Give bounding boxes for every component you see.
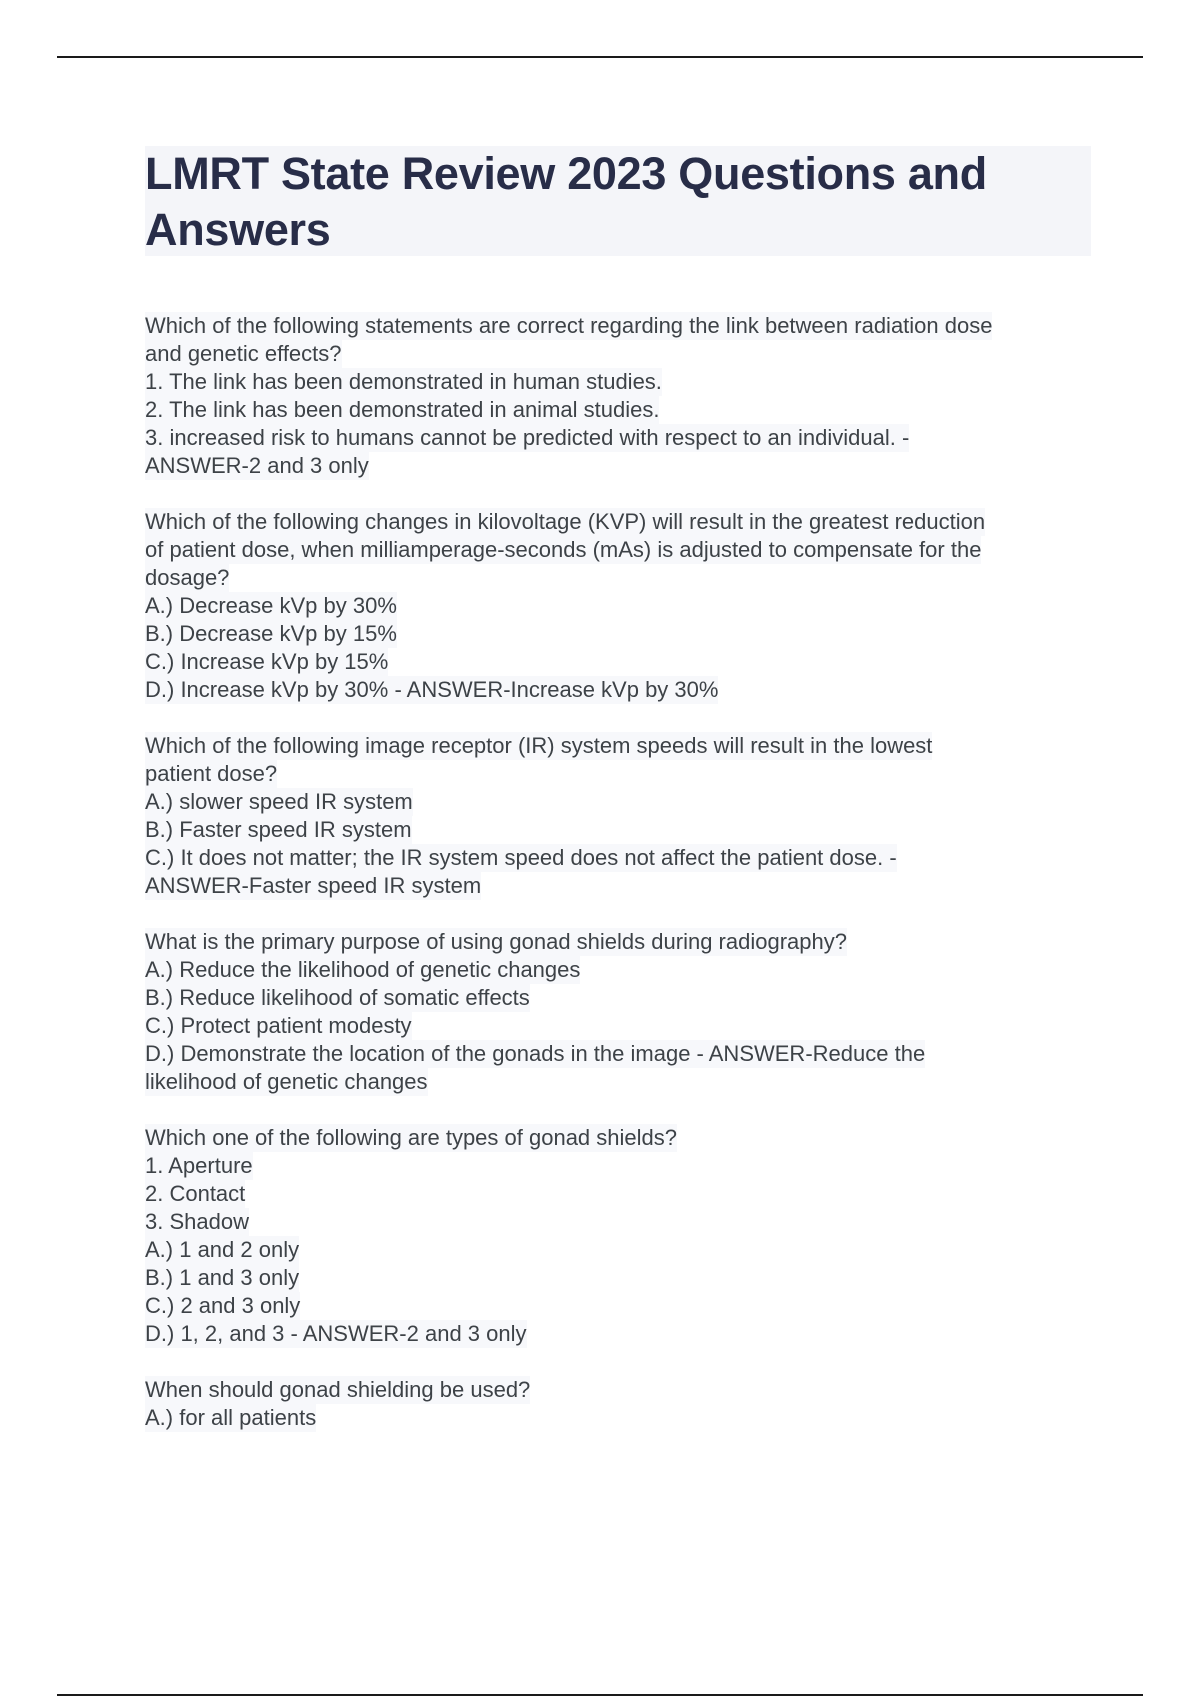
option-line: D.) Demonstrate the location of the gonads in the image - ANSWER-Reduce the xyxy=(145,1041,926,1066)
answer-line: likelihood of genetic changes xyxy=(145,1069,428,1094)
question-line: Which of the following changes in kilovoltage (KVP) will result in the greatest reduction xyxy=(145,509,986,534)
question-line: dosage? xyxy=(145,565,230,590)
option-line: C.) It does not matter; the IR system speed does not affect the patient dose. - xyxy=(145,845,897,870)
top-rule xyxy=(57,56,1143,58)
qa-item xyxy=(145,312,1105,480)
option-line: 3. increased risk to humans cannot be predicted with respect to an individual. - xyxy=(145,425,910,450)
option-line: C.) Increase kVp by 15% xyxy=(145,649,389,674)
option-line: 3. Shadow xyxy=(145,1209,249,1234)
option-line: 1. Aperture xyxy=(145,1153,253,1178)
qa-item xyxy=(145,732,1105,900)
question-line: Which of the following image receptor (IR) system speeds will result in the lowest xyxy=(145,733,933,758)
option-line: B.) Reduce likelihood of somatic effects xyxy=(145,985,530,1010)
bottom-rule xyxy=(57,1694,1143,1696)
question-line: and genetic effects? xyxy=(145,341,342,366)
qa-item xyxy=(145,1124,1105,1348)
question-line: What is the primary purpose of using gonad shields during radiography? xyxy=(145,929,847,954)
title-block xyxy=(145,146,1091,256)
option-line: B.) Decrease kVp by 15% xyxy=(145,621,397,646)
qa-item xyxy=(145,1376,1105,1432)
answer-line: ANSWER-Faster speed IR system xyxy=(145,873,482,898)
question-line: When should gonad shielding be used? xyxy=(145,1377,531,1402)
option-line: 1. The link has been demonstrated in human studies. xyxy=(145,369,662,394)
qa-item xyxy=(145,508,1105,704)
option-line: B.) 1 and 3 only xyxy=(145,1265,300,1290)
option-line: 2. The link has been demonstrated in animal studies. xyxy=(145,397,660,422)
answer-line: D.) Increase kVp by 30% - ANSWER-Increase kVp by 30% xyxy=(145,677,719,702)
option-line: A.) Decrease kVp by 30% xyxy=(145,593,397,618)
option-line: B.) Faster speed IR system xyxy=(145,817,412,842)
option-line: A.) for all patients xyxy=(145,1405,317,1430)
option-line: 2. Contact xyxy=(145,1181,246,1206)
qa-item xyxy=(145,928,1105,1096)
page-title xyxy=(145,146,1091,258)
title-line-1: LMRT State Review 2023 Questions and xyxy=(145,148,987,199)
answer-line: D.) 1, 2, and 3 - ANSWER-2 and 3 only xyxy=(145,1321,527,1346)
option-line: A.) slower speed IR system xyxy=(145,789,413,814)
option-line: C.) Protect patient modesty xyxy=(145,1013,412,1038)
question-line: Which of the following statements are correct regarding the link between radiation dose xyxy=(145,313,993,338)
option-line: A.) Reduce the likelihood of genetic changes xyxy=(145,957,581,982)
option-line: C.) 2 and 3 only xyxy=(145,1293,301,1318)
answer-line: ANSWER-2 and 3 only xyxy=(145,453,369,478)
title-line-2: Answers xyxy=(145,204,331,255)
qa-content xyxy=(145,312,1105,1460)
question-line: of patient dose, when milliamperage-seconds (mAs) is adjusted to compensate for the xyxy=(145,537,982,562)
option-line: A.) 1 and 2 only xyxy=(145,1237,300,1262)
question-line: patient dose? xyxy=(145,761,278,786)
question-line: Which one of the following are types of gonad shields? xyxy=(145,1125,677,1150)
